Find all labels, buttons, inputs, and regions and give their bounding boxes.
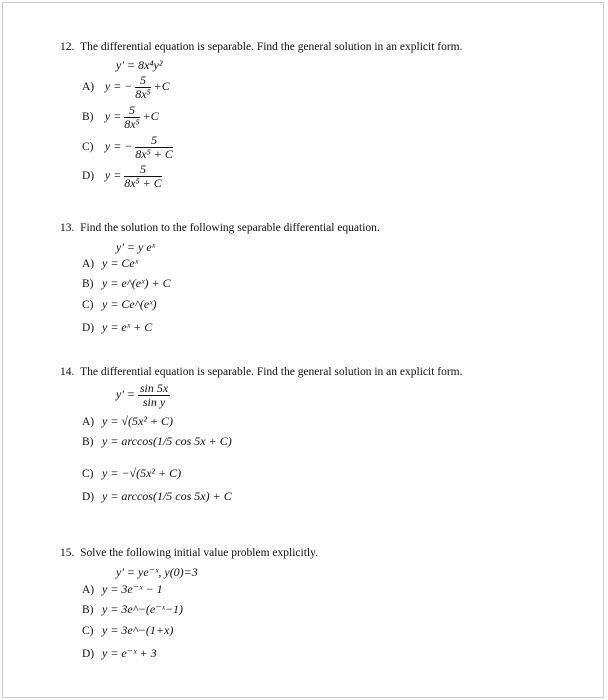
question-12-prompt: 12. The differential equation is separable. Find the general solution in an explicit form.: [60, 41, 463, 53]
q12-option-a[interactable]: A) y = − $\frac{5}{\text{8x⁵}}$ +C: [82, 73, 170, 101]
q15-option-c[interactable]: C) y = 3e^−(1+x): [82, 623, 174, 637]
q13-option-c[interactable]: C) y = Ce^(eˣ): [82, 297, 157, 311]
q13-option-a[interactable]: A) y = Ceˣ: [82, 256, 139, 270]
q14-option-d[interactable]: D) y = arccos(1/5 cos 5x) + C: [82, 489, 232, 503]
q15-option-d[interactable]: D) y = e⁻ˣ + 3: [82, 646, 157, 660]
q13-option-b[interactable]: B) y = e^(eˣ) + C: [82, 276, 171, 290]
q14-option-a[interactable]: A) y = √(5x² + C): [82, 414, 174, 428]
q14-option-c[interactable]: C) y = −√(5x² + C): [82, 466, 182, 480]
question-13-prompt: 13. Find the solution to the following separable differential equation.: [60, 222, 380, 234]
q15-option-a[interactable]: A) y = 3e⁻ˣ − 1: [82, 582, 163, 596]
q15-option-b[interactable]: B) y = 3e^−(e⁻ˣ−1): [82, 602, 184, 616]
question-12-equation: y' = 8x⁴y²: [116, 58, 163, 72]
question-13-equation: y' = y eˣ: [116, 240, 156, 254]
question-15-prompt: 15. Solve the following initial value problem explicitly.: [60, 547, 318, 559]
question-14-prompt: 14. The differential equation is separable. Find the general solution in an explicit form.: [60, 366, 463, 378]
question-15-equation: y' = ye⁻ˣ, y(0)=3: [116, 565, 198, 579]
q13-option-d[interactable]: D) y = eˣ + C: [82, 320, 153, 334]
q14-option-b[interactable]: B) y = arccos(1/5 cos 5x + C): [82, 434, 232, 448]
q12-option-c[interactable]: C) y = − $\frac{5}{\text{8x⁵ + C}}$: [82, 133, 173, 161]
q12-option-d[interactable]: D) y = $\frac{5}{\text{8x⁵ + C}}$: [82, 162, 162, 190]
q12-option-b[interactable]: B) y = $\frac{5}{\text{8x⁵}}$ +C: [82, 103, 159, 131]
question-14-equation: y' = $\frac{\sin 5x}{\text{sin y}}$: [116, 381, 169, 409]
